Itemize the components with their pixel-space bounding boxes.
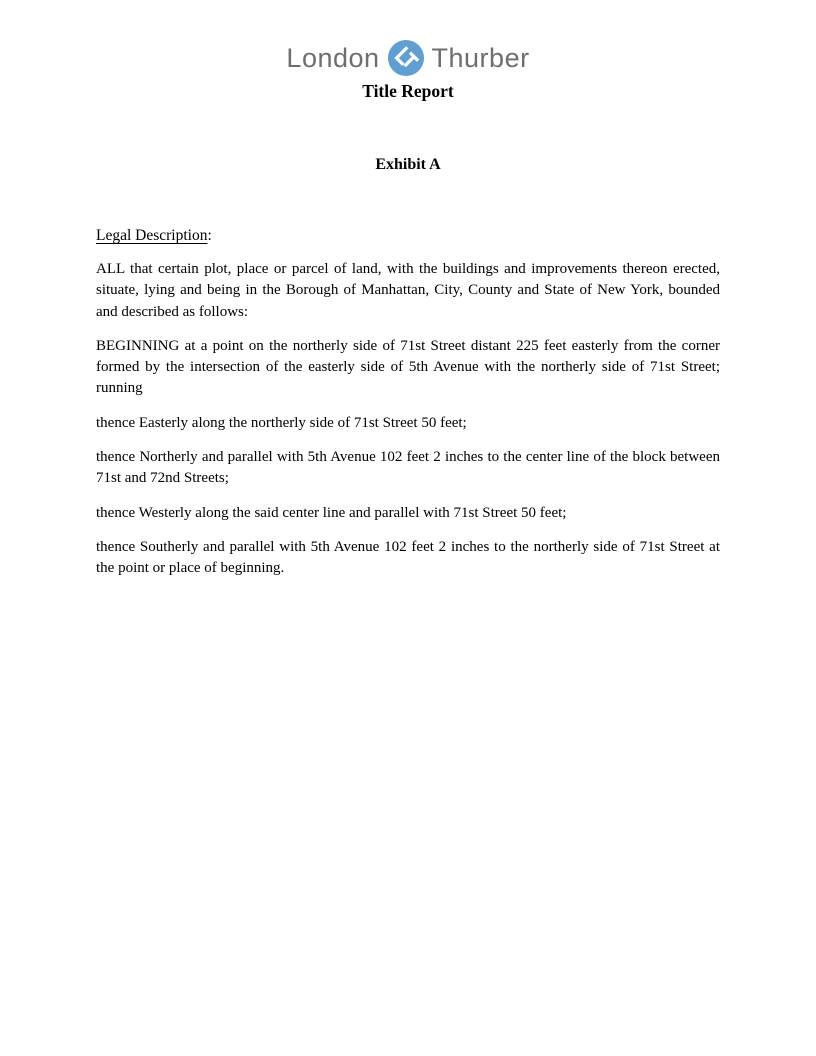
paragraph-thence-easterly: thence Easterly along the northerly side of 71st Street 50 feet; [96,414,467,431]
page-title: Title Report [362,81,454,101]
paragraph-thence-westerly: thence Westerly along the said center line and parallel with 71st Street 50 feet; [96,504,567,521]
logo-word-thurber: Thurber [431,42,530,73]
logo-word-london: London [286,42,380,73]
paragraph-thence-southerly: thence Southerly and parallel with 5th Avenue 102 feet 2 inches to the northerly side of 71st Street at the point or place of beginning. [96,538,720,577]
legal-description-label [96,226,720,245]
lt-monogram-icon [387,39,425,77]
legal-description-colon: : [207,227,212,244]
legal-description-body [96,259,720,580]
company-logo [96,38,720,78]
paragraph-thence-northerly: thence Northerly and parallel with 5th Avenue 102 feet 2 inches to the center line of the block between 71st and 72nd Streets; [96,449,720,487]
paragraph-all-that-certain-plot: ALL that certain plot, place or parcel of land, with the buildings and improvements thereon erected, situate, lying and being in the Borough of Manhattan, City, County and State of New York, bounded and described as follows: [96,261,720,320]
legal-description-label-text: Legal Description [96,227,208,244]
exhibit-heading: Exhibit A [375,156,441,173]
paragraph-beginning: BEGINNING at a point on the northerly side of 71st Street distant 225 feet easterly from the corner formed by the intersection of the easterly side of 5th Avenue with the northerly side of 71st Street; running [96,337,720,397]
